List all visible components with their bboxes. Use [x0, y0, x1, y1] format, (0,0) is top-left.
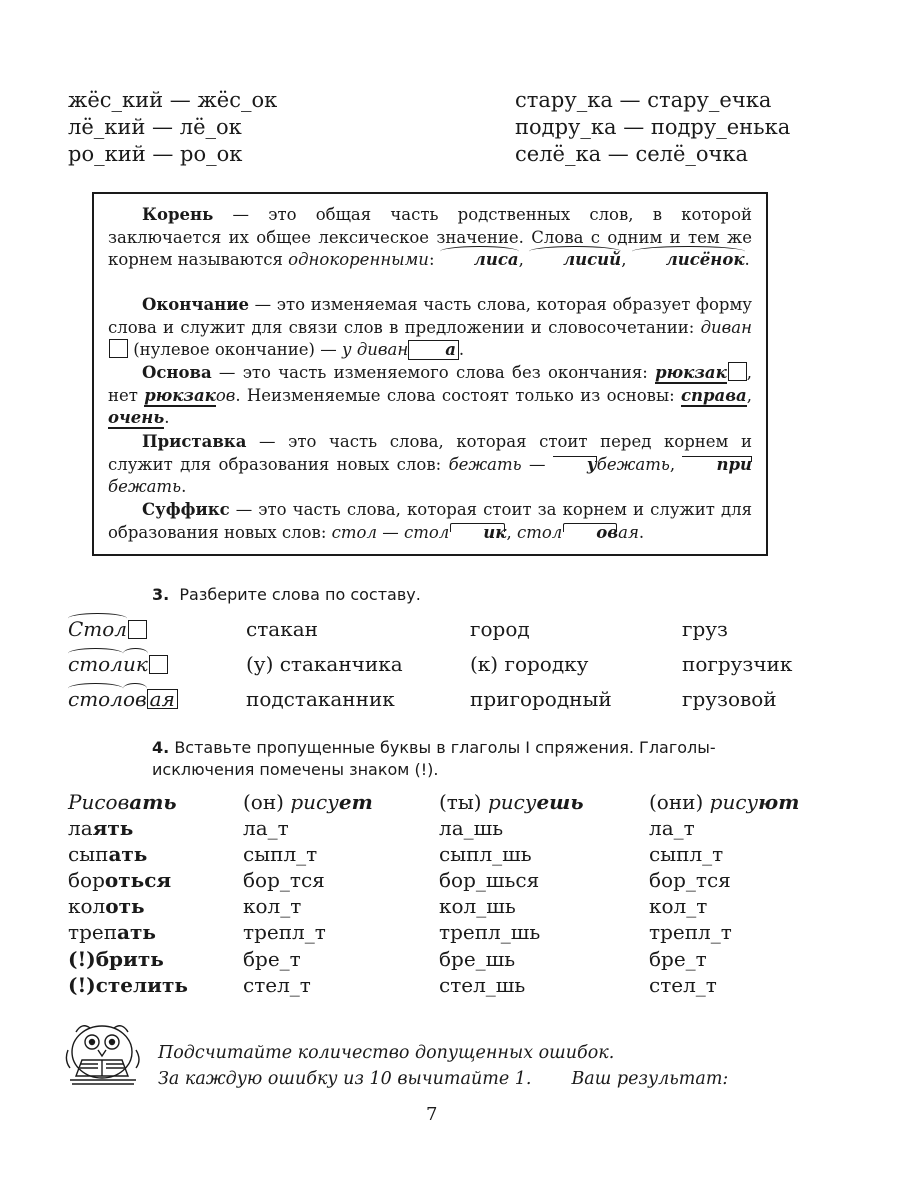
verb-form-you[interactable]: ла_шь	[439, 816, 504, 840]
task3-word: грузовой	[682, 687, 777, 711]
rule-ending: Окончание — это изменяемая часть слова, которая образует форму слова и служит для связи слов в предложении и словосочетании: диван (нулевое окончание) — у диван а .	[108, 295, 752, 359]
rule-term: Корень	[142, 205, 214, 224]
rule-suffix: Суффикс — это часть слова, которая стоит за корнем и служит для образования новых слов: стол — стол ик, стол овая.	[108, 499, 752, 544]
task4-title	[152, 737, 802, 781]
rule-text: (нулевое окончание) —	[128, 340, 342, 359]
task3-word: город	[470, 617, 530, 641]
verb-form-they[interactable]: бор_тся	[649, 868, 731, 893]
sample-word-1: Стол	[68, 616, 147, 642]
rule-term: Основа	[142, 363, 212, 382]
rule-text: — это общая часть родственных слов, в которой заключается их общее лексическое значение. Слова с одним и тем же корнем называются	[108, 205, 752, 269]
task-number: 3.	[152, 585, 170, 604]
task3-word: стакан	[246, 617, 318, 641]
verb-form-you[interactable]: трепл_шь	[439, 920, 541, 945]
example-word: ая	[618, 522, 639, 542]
example-word: лисий	[529, 250, 621, 269]
rule-stem: Основа — это часть изменяемого слова без окончания: рюкзак , нет рюкзаков. Неизменяемые слова состоят только из основы: справа, очень.	[108, 363, 753, 427]
example-word: бежать	[596, 454, 670, 474]
verb-form-he[interactable]: кол_т	[243, 894, 302, 919]
verb-form-they[interactable]: трепл_т	[649, 920, 732, 945]
rule-prefix: Приставка — это часть слова, которая стоит перед корнем и служит для образования новых слов: бежать — убежать, прибежать.	[108, 432, 752, 496]
rule-text: . Неизменяемые слова состоят только из основы:	[235, 385, 681, 405]
pair-item: стару_ка — стару_ечка	[515, 88, 772, 112]
verb-form-he[interactable]: бор_тся	[243, 868, 325, 893]
example-word: бежать	[448, 454, 522, 474]
verb-form-he[interactable]: сыпл_т	[243, 842, 318, 867]
zero-ending-box	[149, 655, 168, 674]
page-number: 7	[426, 1104, 438, 1125]
task3-word: погрузчик	[682, 652, 793, 676]
task-instruction: Вставьте пропущенные буквы в глаголы I спряжения. Глаголы-исключения помечены знаком (!).	[152, 738, 716, 779]
header-you: (ты) рисуешь	[439, 790, 584, 814]
task3-word: груз	[682, 617, 728, 641]
verb-infinitive: лаять	[68, 816, 134, 840]
verb-infinitive: трепать	[68, 920, 156, 945]
example-word: у	[341, 340, 352, 359]
rule-term: Суффикс	[142, 500, 230, 519]
task3-title	[152, 584, 421, 606]
sample-word-3: столов ая	[68, 686, 178, 712]
example-word: ов	[215, 385, 236, 405]
rule-root: Корень — это общая часть родственных слов, в которой заключается их общее лексическое значение. Слова с одним и тем же корнем называются однокоренными: лиса, лисий, лисёнок.	[108, 204, 752, 272]
footer-instructions	[158, 1040, 798, 1092]
pair-item: подру_ка — подру_енька	[515, 115, 791, 139]
verb-form-you[interactable]: бре_шь	[439, 946, 516, 971]
rule-text: — это часть изменяемого слова без окончания:	[211, 363, 656, 382]
task-number: 4.	[152, 738, 170, 757]
verb-form-you[interactable]: кол_шь	[439, 894, 516, 919]
suffix-mark: ик	[449, 522, 506, 545]
rule-text: — это часть слова, которая стоит за корнем и служит для образования новых слов:	[108, 500, 752, 542]
pair-item: лё_кий — лё_ок	[68, 115, 242, 139]
verb-form-they[interactable]: стел_т	[649, 972, 717, 997]
rule-text: — это часть слова, которая стоит перед корнем и служит для образования новых слов:	[108, 432, 752, 474]
rule-text: — это изменяемая часть слова, которая образует форму слова и служит для связи слов в предложении и словосочетании:	[108, 295, 752, 337]
example-word: стол	[516, 522, 563, 542]
owl-reading-icon	[62, 1020, 144, 1088]
verb-form-he[interactable]: бре_т	[243, 946, 301, 971]
verb-form-they[interactable]: кол_т	[649, 894, 708, 919]
prefix-mark: при	[682, 454, 752, 477]
pair-item: селё_ка — селё_очка	[515, 142, 749, 166]
pair-item: жёс_кий — жёс_ок	[68, 88, 278, 112]
example-word: лиса	[440, 249, 519, 272]
header-he: (он) рисует	[243, 790, 373, 814]
verb-infinitive: колоть	[68, 894, 145, 919]
example-word: стол	[403, 522, 450, 542]
suffix-mark: ов	[562, 522, 618, 545]
verb-form-he[interactable]: стел_т	[243, 972, 311, 997]
rule-term: Окончание	[142, 295, 249, 314]
result-label: Ваш результат:	[571, 1069, 729, 1089]
verb-form-he[interactable]: ла_т	[243, 816, 289, 840]
verb-form-he[interactable]: трепл_т	[243, 920, 326, 945]
verb-infinitive: сыпать	[68, 842, 148, 867]
verb-form-you[interactable]: сыпл_шь	[439, 842, 532, 867]
task3-word: (у) стаканчика	[246, 652, 403, 676]
footer-line-1: Подсчитайте количество допущенных ошибок.	[158, 1043, 615, 1063]
pair-item: ро_кий — ро_ок	[68, 142, 243, 166]
pairs-right	[515, 87, 790, 168]
verb-infinitive: бороться	[68, 868, 172, 893]
task3-word: подстаканник	[246, 687, 395, 711]
stem-example: рюкзак	[655, 363, 727, 382]
header-they: (они) рисуют	[649, 790, 800, 814]
rule-text: , нет	[108, 363, 752, 405]
zero-ending-box	[128, 620, 147, 639]
stem-example: рюкзак	[144, 385, 216, 405]
zero-ending-box	[109, 339, 128, 358]
header-verb: Рисовать	[68, 790, 177, 814]
verb-form-they[interactable]: ла_т	[649, 816, 695, 840]
ending-box: а	[408, 340, 459, 360]
stem-example: очень	[108, 408, 165, 427]
verb-infinitive: (!)брить	[68, 946, 164, 971]
example-word: стол	[331, 522, 377, 542]
verb-form-you[interactable]: стел_шь	[439, 972, 526, 997]
sample-word-2: столик	[68, 651, 168, 677]
verb-form-you[interactable]: бор_шься	[439, 868, 540, 893]
pairs-left	[68, 87, 277, 168]
verb-form-they[interactable]: бре_т	[649, 946, 707, 971]
rule-term: Приставка	[142, 432, 247, 451]
example-word: диван	[356, 340, 409, 359]
example-word: бежать	[108, 477, 182, 496]
zero-ending-box	[728, 362, 747, 381]
rule-term-italic: однокоренными	[288, 250, 429, 269]
stem-example: справа	[680, 385, 747, 405]
example-word: диван	[700, 317, 752, 337]
example-word: лисёнок	[632, 249, 745, 272]
footer-line-2: За каждую ошибку из 10 вычитайте 1. Ваш результат:	[158, 1069, 729, 1089]
task3-word: пригородный	[470, 687, 612, 711]
verb-infinitive: (!)стелить	[68, 972, 188, 997]
verb-form-they[interactable]: сыпл_т	[649, 842, 724, 867]
task-instruction: Разберите слова по составу.	[179, 585, 421, 604]
task3-word: (к) городку	[470, 652, 589, 676]
prefix-mark: у	[553, 454, 597, 477]
